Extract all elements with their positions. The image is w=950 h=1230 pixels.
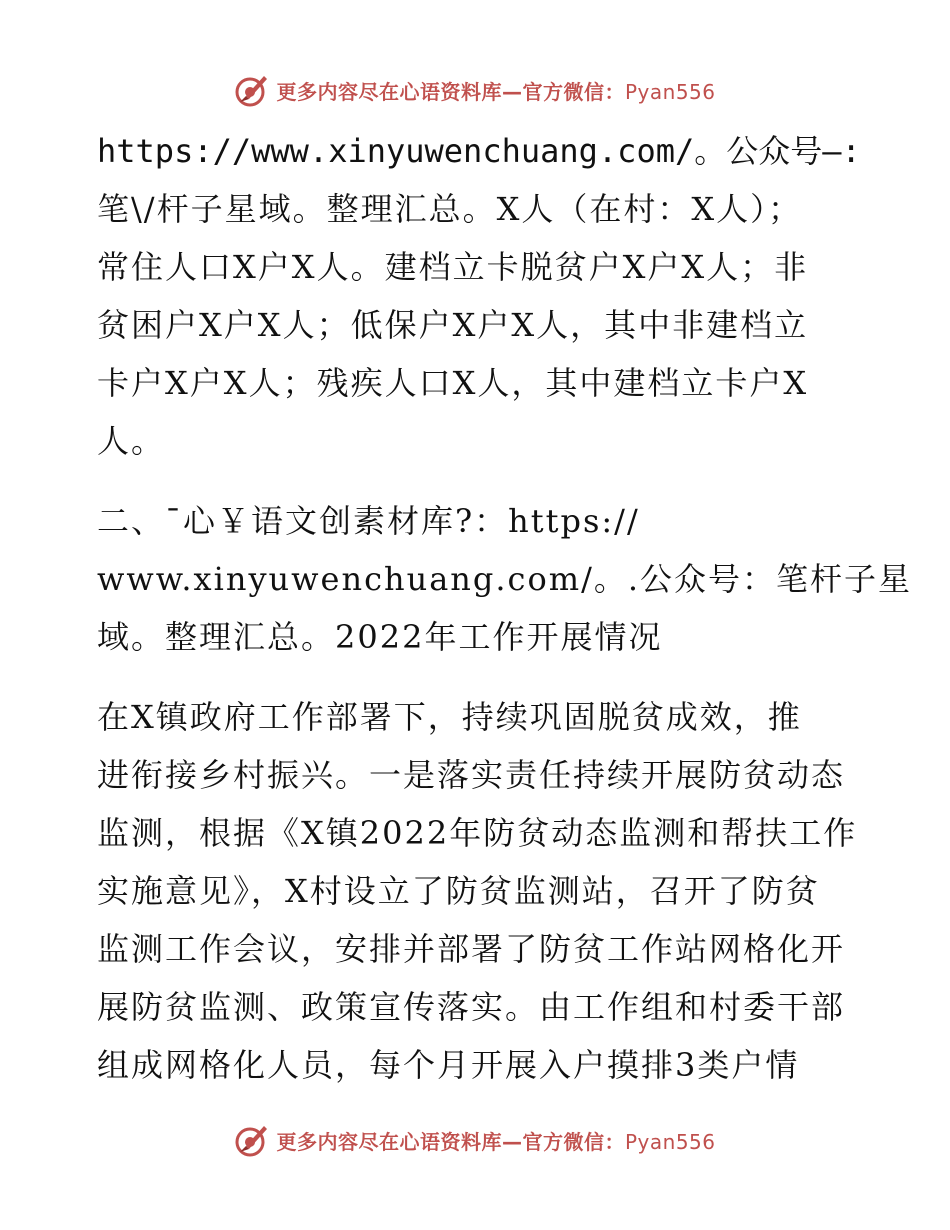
paragraph-population bbox=[97, 122, 867, 470]
text-line: 二、¯心￥语文创素材库?：https:// bbox=[97, 502, 640, 540]
text-line: www.xinyuwenchuang.com/。.公众号：笔杆子星 bbox=[97, 560, 913, 598]
document-body bbox=[97, 122, 913, 1116]
pen-logo-icon bbox=[234, 72, 270, 108]
text-line: 笔\/杆子星域。整理汇总。X人（在村：X人）； bbox=[97, 190, 803, 228]
text-line: 人。 bbox=[97, 422, 166, 460]
text-line: 贫困户X户X人；低保户X户X人，其中非建档立 bbox=[97, 306, 809, 344]
text-line: 在X镇政府工作部署下，持续巩固脱贫成效，推 bbox=[97, 698, 802, 736]
text-line: 域。整理汇总。2022年工作开展情况 bbox=[97, 618, 663, 656]
text-line: 常住人口X户X人。建档立卡脱贫户X户X人；非 bbox=[97, 248, 809, 286]
text-line: 组成网格化人员，每个月开展入户摸排3类户情 bbox=[97, 1046, 800, 1084]
pen-logo-icon bbox=[234, 1122, 270, 1158]
paragraph-section-two bbox=[97, 492, 913, 666]
text-line: https://www.xinyuwenchuang.com/。公众号—: bbox=[97, 132, 861, 170]
text-line: 监测，根据《X镇2022年防贫动态监测和帮扶工作 bbox=[97, 814, 858, 852]
header-banner bbox=[0, 70, 950, 110]
banner-text: 更多内容尽在心语资料库—官方微信：Pyan556 bbox=[276, 79, 716, 104]
text-line: 进衔接乡村振兴。一是落实责任持续开展防贫动态 bbox=[97, 756, 846, 794]
text-line: 实施意见》，X村设立了防贫监测站，召开了防贫 bbox=[97, 872, 820, 910]
text-line: 卡户X户X人；残疾人口X人，其中建档立卡户X bbox=[97, 364, 809, 402]
banner-text: 更多内容尽在心语资料库—官方微信：Pyan556 bbox=[276, 1129, 716, 1154]
paragraph-work-progress bbox=[97, 688, 867, 1094]
footer-banner bbox=[0, 1120, 950, 1160]
text-line: 监测工作会议，安排并部署了防贫工作站网格化开 bbox=[97, 930, 846, 968]
text-line: 展防贫监测、政策宣传落实。由工作组和村委干部 bbox=[97, 988, 846, 1026]
